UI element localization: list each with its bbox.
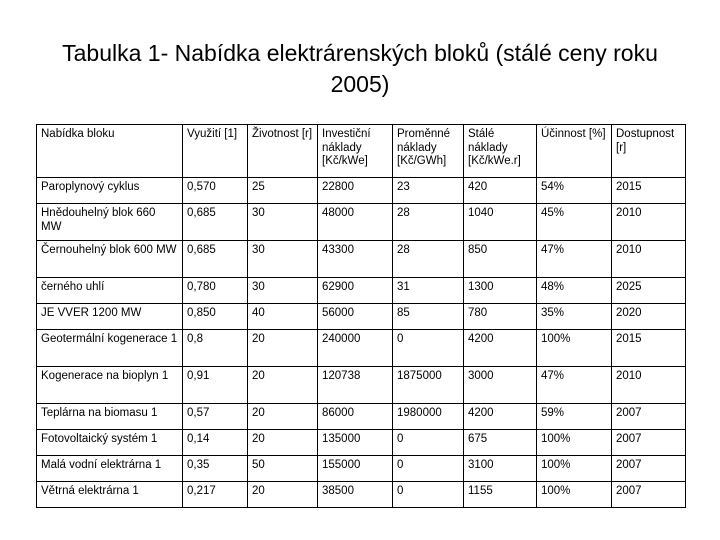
cell-fixed-costs: 420 <box>464 178 537 204</box>
table-row <box>37 404 686 430</box>
header-utilization: Využití [1] <box>183 125 248 178</box>
cell-investment-costs: 56000 <box>318 304 393 330</box>
cell-utilization: 0,217 <box>183 482 248 508</box>
page-title: Tabulka 1- Nabídka elektrárenských bloků (stálé ceny roku 2005) <box>62 40 658 97</box>
cell-utilization: 0,850 <box>183 304 248 330</box>
cell-availability: 2015 <box>612 330 686 367</box>
cell-efficiency: 59% <box>537 404 612 430</box>
cell-lifetime: 20 <box>248 430 318 456</box>
cell-efficiency: 45% <box>537 204 612 241</box>
cell-utilization: 0,35 <box>183 456 248 482</box>
cell-fixed-costs: 3000 <box>464 367 537 404</box>
table-row <box>37 456 686 482</box>
cell-utilization: 0,685 <box>183 241 248 278</box>
cell-availability: 2020 <box>612 304 686 330</box>
cell-availability: 2007 <box>612 456 686 482</box>
cell-investment-costs: 155000 <box>318 456 393 482</box>
cell-efficiency: 100% <box>537 330 612 367</box>
cell-utilization: 0,57 <box>183 404 248 430</box>
cell-fixed-costs: 3100 <box>464 456 537 482</box>
cell-investment-costs: 48000 <box>318 204 393 241</box>
table-row <box>37 367 686 404</box>
cell-fixed-costs: 4200 <box>464 330 537 367</box>
cell-lifetime: 20 <box>248 367 318 404</box>
cell-fixed-costs: 780 <box>464 304 537 330</box>
cell-fixed-costs: 1155 <box>464 482 537 508</box>
header-investment-costs: Investiční náklady [Kč/kWe] <box>318 125 393 178</box>
cell-investment-costs: 240000 <box>318 330 393 367</box>
header-availability: Dostupnost [r] <box>612 125 686 178</box>
cell-investment-costs: 62900 <box>318 278 393 304</box>
cell-variable-costs: 28 <box>393 241 464 278</box>
cell-offer: černého uhlí <box>37 278 183 304</box>
header-offer: Nabídka bloku <box>37 125 183 178</box>
cell-investment-costs: 22800 <box>318 178 393 204</box>
table-row <box>37 204 686 241</box>
cell-fixed-costs: 850 <box>464 241 537 278</box>
cell-lifetime: 30 <box>248 204 318 241</box>
cell-lifetime: 30 <box>248 278 318 304</box>
cell-efficiency: 100% <box>537 482 612 508</box>
header-fixed-costs: Stálé náklady [Kč/kWe.r] <box>464 125 537 178</box>
cell-availability: 2010 <box>612 241 686 278</box>
cell-lifetime: 30 <box>248 241 318 278</box>
cell-lifetime: 20 <box>248 404 318 430</box>
cell-offer: Paroplynový cyklus <box>37 178 183 204</box>
cell-availability: 2007 <box>612 404 686 430</box>
cell-variable-costs: 0 <box>393 456 464 482</box>
cell-investment-costs: 120738 <box>318 367 393 404</box>
cell-offer: JE VVER 1200 MW <box>37 304 183 330</box>
cell-investment-costs: 86000 <box>318 404 393 430</box>
cell-fixed-costs: 1300 <box>464 278 537 304</box>
cell-availability: 2007 <box>612 430 686 456</box>
cell-variable-costs: 1875000 <box>393 367 464 404</box>
table-row <box>37 304 686 330</box>
header-variable-costs: Proměnné náklady [Kč/GWh] <box>393 125 464 178</box>
header-lifetime: Životnost [r] <box>248 125 318 178</box>
table-row <box>37 178 686 204</box>
cell-availability: 2010 <box>612 204 686 241</box>
table-row <box>37 278 686 304</box>
cell-utilization: 0,91 <box>183 367 248 404</box>
cell-offer: Hnědouhelný blok 660 MW <box>37 204 183 241</box>
table-row <box>37 330 686 367</box>
cell-efficiency: 100% <box>537 430 612 456</box>
cell-efficiency: 47% <box>537 241 612 278</box>
cell-offer: Fotovoltaický systém 1 <box>37 430 183 456</box>
cell-availability: 2025 <box>612 278 686 304</box>
cell-investment-costs: 38500 <box>318 482 393 508</box>
table-row <box>37 241 686 278</box>
cell-efficiency: 35% <box>537 304 612 330</box>
cell-utilization: 0,780 <box>183 278 248 304</box>
header-efficiency: Účinnost [%] <box>537 125 612 178</box>
cell-efficiency: 48% <box>537 278 612 304</box>
cell-variable-costs: 31 <box>393 278 464 304</box>
cell-offer: Černouhelný blok 600 MW <box>37 241 183 278</box>
cell-efficiency: 54% <box>537 178 612 204</box>
cell-variable-costs: 0 <box>393 430 464 456</box>
cell-investment-costs: 135000 <box>318 430 393 456</box>
cell-variable-costs: 28 <box>393 204 464 241</box>
cell-lifetime: 20 <box>248 482 318 508</box>
cell-fixed-costs: 675 <box>464 430 537 456</box>
table-header-row <box>37 125 686 178</box>
cell-offer: Kogenerace na bioplyn 1 <box>37 367 183 404</box>
cell-lifetime: 40 <box>248 304 318 330</box>
cell-investment-costs: 43300 <box>318 241 393 278</box>
cell-fixed-costs: 1040 <box>464 204 537 241</box>
cell-efficiency: 100% <box>537 456 612 482</box>
cell-offer: Teplárna na biomasu 1 <box>37 404 183 430</box>
cell-availability: 2007 <box>612 482 686 508</box>
cell-offer: Geotermální kogenerace 1 <box>37 330 183 367</box>
cell-variable-costs: 0 <box>393 330 464 367</box>
cell-fixed-costs: 4200 <box>464 404 537 430</box>
cell-availability: 2010 <box>612 367 686 404</box>
cell-utilization: 0,8 <box>183 330 248 367</box>
cell-variable-costs: 23 <box>393 178 464 204</box>
cell-lifetime: 25 <box>248 178 318 204</box>
cell-utilization: 0,570 <box>183 178 248 204</box>
cell-variable-costs: 85 <box>393 304 464 330</box>
cell-utilization: 0,685 <box>183 204 248 241</box>
cell-availability: 2015 <box>612 178 686 204</box>
cell-offer: Větrná elektrárna 1 <box>37 482 183 508</box>
table-row <box>37 482 686 508</box>
table-row <box>37 430 686 456</box>
cell-variable-costs: 0 <box>393 482 464 508</box>
cell-lifetime: 50 <box>248 456 318 482</box>
data-table <box>36 124 686 508</box>
cell-efficiency: 47% <box>537 367 612 404</box>
cell-lifetime: 20 <box>248 330 318 367</box>
cell-utilization: 0,14 <box>183 430 248 456</box>
cell-offer: Malá vodní elektrárna 1 <box>37 456 183 482</box>
cell-variable-costs: 1980000 <box>393 404 464 430</box>
